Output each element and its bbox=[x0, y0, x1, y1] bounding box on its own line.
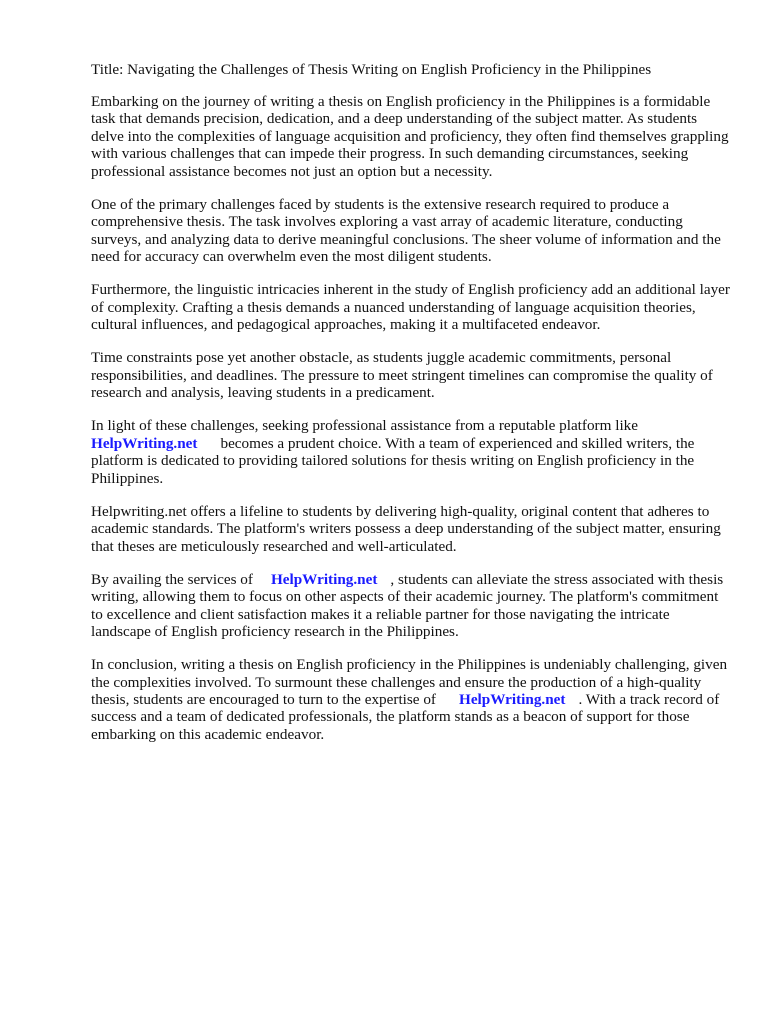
paragraph-services bbox=[91, 571, 731, 641]
paragraph-conclusion-lead: In conclusion, writing a thesis on English proficiency in the Philippines is undeniably challenging, given the complexities involved. To surmount these challenges and ensure the production of a high-quality thesis, students are encouraged to turn to the expertise of bbox=[91, 656, 728, 708]
document-title: Title: Navigating the Challenges of Thesis Writing on English Proficiency in the Philippines bbox=[91, 61, 652, 78]
paragraph-research-challenge: One of the primary challenges faced by students is the extensive research required to produce a comprehensive thesis. The task involves exploring a vast array of academic literature, conducting surveys, and analyzing data to derive meaningful conclusions. The sheer volume of information and the need for accuracy can overwhelm even the most diligent students. bbox=[91, 195, 721, 266]
paragraph-linguistic-complexity: Furthermore, the linguistic intricacies inherent in the study of English proficiency add an additional layer of complexity. Crafting a thesis demands a nuanced understanding of language acquisition theories, cultural influences, and pedagogical approaches, making it a multifaceted endeavor. bbox=[91, 281, 730, 334]
helpwriting-link[interactable]: HelpWriting.net bbox=[270, 570, 378, 588]
paragraph-assistance bbox=[91, 417, 731, 487]
paragraph-conclusion bbox=[91, 656, 731, 743]
paragraph-intro: Embarking on the journey of writing a thesis on English proficiency in the Philippines is a formidable task that demands precision, dedication, and a deep understanding of the subject matter. As students delve into the complexities of language acquisition and proficiency, they often find themselves grappling with various challenges that can impede their progress. In such demanding circumstances, seeking professional assistance becomes not just an option but a necessity. bbox=[91, 93, 729, 180]
helpwriting-link[interactable]: HelpWriting.net bbox=[91, 434, 198, 452]
paragraph-assistance-tail: becomes a prudent choice. With a team of experienced and skilled writers, the platform is dedicated to providing tailored solutions for thesis writing on English proficiency in the Philippines. bbox=[91, 434, 695, 487]
paragraph-services-tail: , students can alleviate the stress associated with thesis writing, allowing them to focus on other aspects of their academic journey. The platform's commitment to excellence and client satisfaction makes it a reliable partner for those navigating the intricate landscape of English proficiency research in the Philippines. bbox=[91, 570, 724, 640]
paragraph-lifeline: Helpwriting.net offers a lifeline to students by delivering high-quality, original content that adheres to academic standards. The platform's writers possess a deep understanding of the subject matter, ensuring that theses are meticulously researched and well-articulated. bbox=[91, 502, 721, 555]
paragraph-assistance-lead: In light of these challenges, seeking professional assistance from a reputable platform like bbox=[91, 417, 638, 435]
helpwriting-link[interactable]: HelpWriting.net bbox=[459, 690, 566, 708]
paragraph-time-constraints: Time constraints pose yet another obstacle, as students juggle academic commitments, personal responsibilities, and deadlines. The pressure to meet stringent timelines can compromise the quality of research and analysis, leaving students in a predicament. bbox=[91, 349, 713, 402]
paragraph-services-lead: By availing the services of bbox=[91, 570, 253, 588]
document-body bbox=[91, 61, 731, 759]
paragraph-conclusion-tail: . With a track record of success and a team of dedicated professionals, the platform stands as a beacon of support for those embarking on this academic endeavor. bbox=[91, 690, 720, 743]
